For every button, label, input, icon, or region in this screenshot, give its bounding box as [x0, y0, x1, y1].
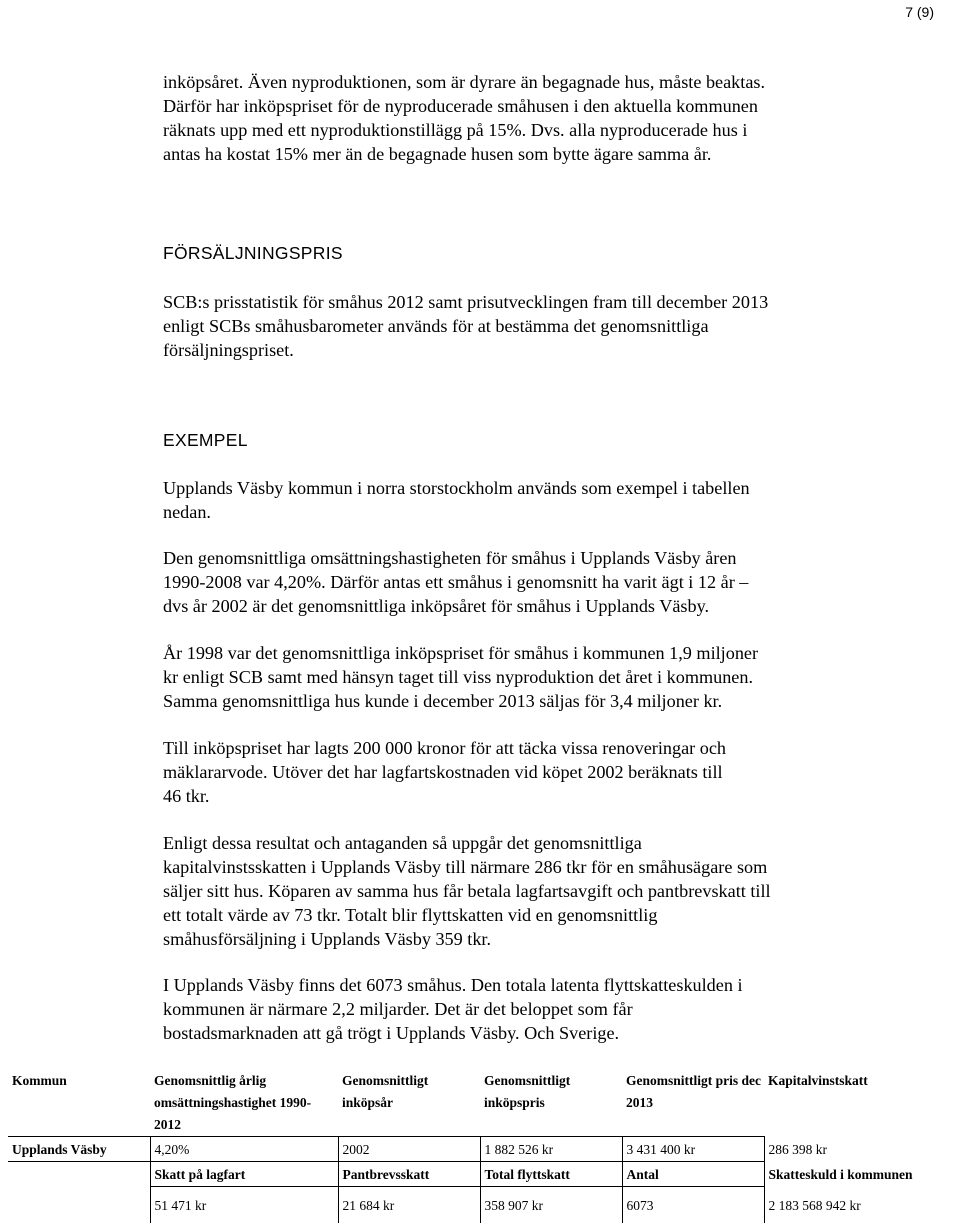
table-header-cell: Skatt på lagfart	[150, 1162, 338, 1187]
table-header-row	[8, 1162, 957, 1187]
page-number: 7 (9)	[905, 4, 934, 20]
example-intro-paragraph: Upplands Väsby kommun i norra storstockholm används som exempel i tabellen nedan.	[163, 476, 750, 524]
table-header-cell: Pantbrevsskatt	[338, 1162, 480, 1187]
table-header-cell: Genomsnittlig årlig omsättningshastighet 1990-2012	[150, 1068, 338, 1137]
table-row	[8, 1187, 957, 1223]
heading-exempel: EXEMPEL	[163, 428, 248, 452]
table-cell: 286 398 kr	[764, 1137, 957, 1162]
table-header-cell: Antal	[622, 1162, 764, 1187]
table-row	[8, 1137, 957, 1162]
result-paragraph: Enligt dessa resultat och antaganden så uppgår det genomsnittliga kapitalvinstsskatten i Upplands Väsby till närmare 286 tkr för en småhusägare som säljer sitt hus. Köparen av samma hus får betala lagfartsavgift och pantbrevskatt till ett totalt värde av 73 tkr. Totalt blir flyttskatten vid en genomsnittlig småhusförsäljning i Upplands Väsby 359 tkr.	[163, 831, 771, 951]
table-cell: 358 907 kr	[480, 1187, 622, 1223]
table-cell: 2002	[338, 1137, 480, 1162]
example-table	[8, 1068, 957, 1223]
table-cell: Upplands Väsby	[8, 1137, 150, 1162]
table-header-cell: Skatteskuld i kommunen	[764, 1162, 957, 1187]
table-header-cell: Kapitalvinstskatt	[764, 1068, 957, 1137]
table-cell: 1 882 526 kr	[480, 1137, 622, 1162]
table-cell	[8, 1187, 150, 1223]
renovations-paragraph: Till inköpspriset har lagts 200 000 kronor för att täcka vissa renoveringar och mäklararvode. Utöver det har lagfartskostnaden vid köpet 2002 beräknats till 46 tkr.	[163, 736, 726, 808]
table-cell: 51 471 kr	[150, 1187, 338, 1223]
table-cell: 6073	[622, 1187, 764, 1223]
table-cell: 3 431 400 kr	[622, 1137, 764, 1162]
table-cell: 4,20%	[150, 1137, 338, 1162]
table-header-cell: Total flyttskatt	[480, 1162, 622, 1187]
table-header-cell: Genomsnittligt inköpsår	[338, 1068, 480, 1137]
heading-forsaljningspris: FÖRSÄLJNINGSPRIS	[163, 241, 343, 265]
table-header-cell: Kommun	[8, 1068, 150, 1137]
table-header-cell	[8, 1162, 150, 1187]
conclusion-paragraph: I Upplands Väsby finns det 6073 småhus. Den totala latenta flyttskatteskulden i kommunen är närmare 2,2 miljarder. Det är det beloppet som får bostadsmarknaden att gå trögt i Upplands Väsby. Och Sverige.	[163, 973, 743, 1045]
price-1998-paragraph: År 1998 var det genomsnittliga inköpspriset för småhus i kommunen 1,9 miljoner kr enligt SCB samt med hänsyn taget till viss nyproduktion det året i kommunen. Samma genomsnittliga hus kunde i december 2013 säljas för 3,4 miljoner kr.	[163, 641, 758, 713]
table-header-cell: Genomsnittligt pris dec 2013	[622, 1068, 764, 1137]
turnover-paragraph: Den genomsnittliga omsättningshastigheten för småhus i Upplands Väsby åren 1990-2008 var 4,20%. Därför antas ett småhus i genomsnitt ha varit ägt i 12 år – dvs år 2002 är det genomsnittliga inköpsåret för småhus i Upplands Väsby.	[163, 546, 748, 618]
table-cell: 21 684 kr	[338, 1187, 480, 1223]
table-cell: 2 183 568 942 kr	[764, 1187, 957, 1223]
scb-paragraph: SCB:s prisstatistik för småhus 2012 samt prisutvecklingen fram till december 2013 enligt SCBs småhusbarometer används för at bestämma det genomsnittliga försäljningspriset.	[163, 290, 768, 362]
intro-paragraph: inköpsåret. Även nyproduktionen, som är dyrare än begagnade hus, måste beaktas. Därför har inköpspriset för de nyproducerade småhusen i den aktuella kommunen räknats upp med ett nyproduktionstillägg på 15%. Dvs. alla nyproducerade hus i antas ha kostat 15% mer än de begagnade husen som bytte ägare samma år.	[163, 70, 765, 166]
table-header-row	[8, 1068, 957, 1137]
table-header-cell: Genomsnittligt inköpspris	[480, 1068, 622, 1137]
